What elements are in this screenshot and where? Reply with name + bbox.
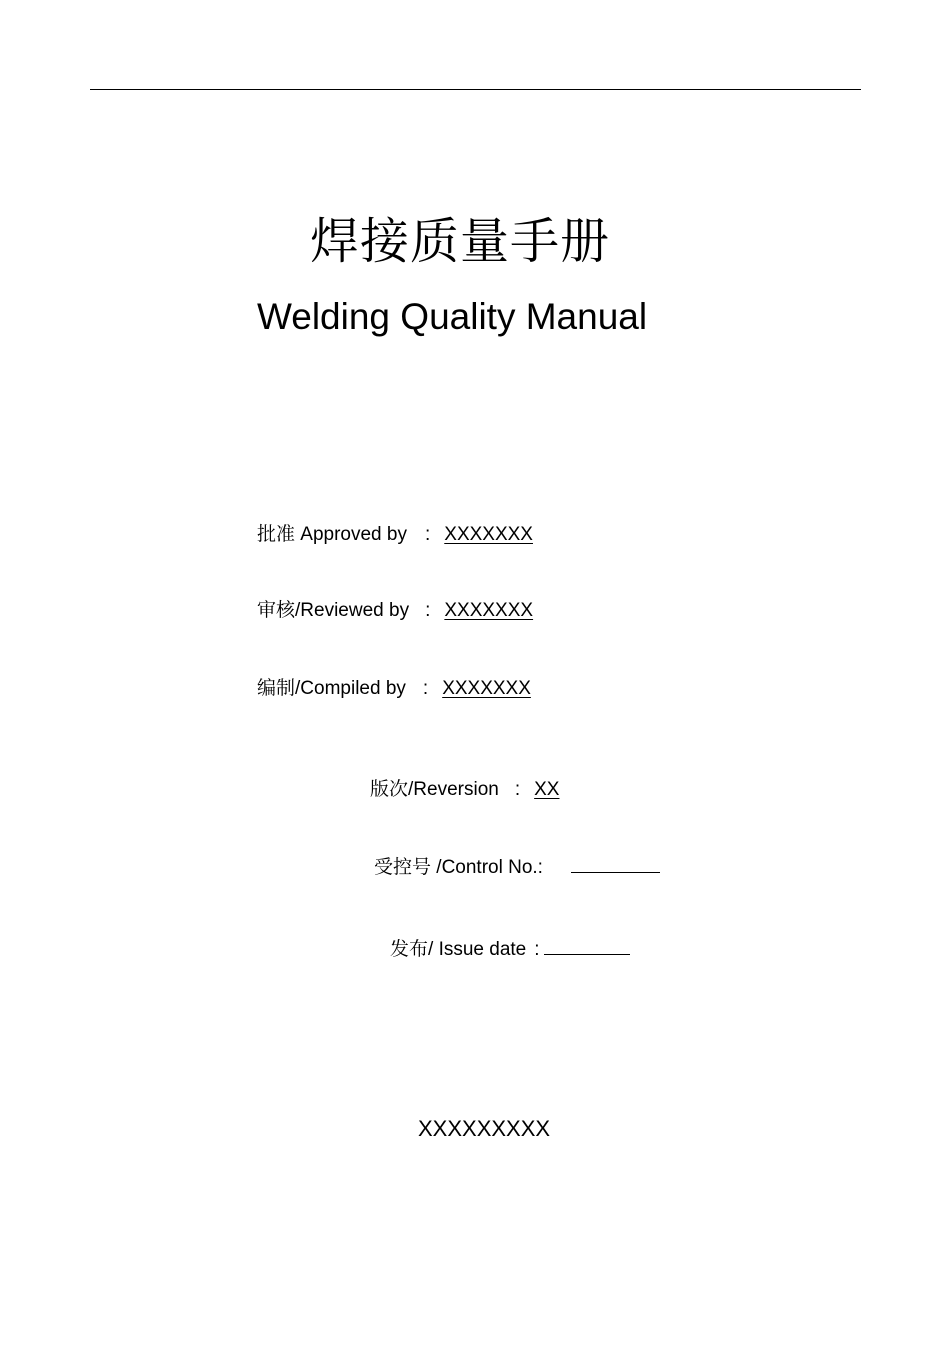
issue-date-row	[390, 936, 630, 963]
compiled-by-label-cn: 编制	[257, 677, 296, 699]
reviewed-by-row	[257, 597, 533, 624]
compiled-by-colon: :	[422, 678, 429, 699]
issue-date-blank	[544, 938, 630, 955]
reviewed-by-colon: :	[425, 600, 431, 621]
compiled-by-value: XXXXXXX	[442, 678, 531, 699]
title-english: Welding Quality Manual	[257, 296, 648, 337]
approved-by-value: XXXXXXX	[444, 524, 533, 545]
issue-date-colon: :	[534, 939, 540, 960]
approved-by-label-cn: 批准	[257, 523, 296, 545]
compiled-by-row	[257, 675, 531, 702]
control-no-blank	[571, 856, 660, 873]
issue-date-label-en: / Issue date	[428, 939, 527, 960]
control-no-label-cn: 受控号	[374, 856, 432, 878]
issue-date-label-cn: 发布	[390, 938, 429, 960]
reviewed-by-label-cn: 审核	[257, 599, 296, 621]
approved-by-row	[257, 521, 533, 548]
control-no-row	[374, 854, 660, 881]
reviewed-by-label-en: /Reviewed by	[295, 600, 410, 621]
revision-row	[370, 776, 559, 803]
control-no-label-en: /Control No.:	[431, 857, 543, 878]
revision-colon: :	[514, 779, 521, 800]
revision-value: XX	[534, 779, 560, 800]
revision-label-cn: 版次	[370, 778, 409, 800]
title-chinese: 焊接质量手册	[309, 213, 610, 270]
header-rule	[90, 89, 861, 90]
approved-by-label-en: Approved by	[295, 524, 407, 545]
approved-by-colon: :	[424, 524, 431, 545]
reviewed-by-value: XXXXXXX	[444, 600, 534, 621]
revision-label-en: /Reversion	[408, 779, 499, 800]
company-name: XXXXXXXXX	[418, 1116, 551, 1141]
compiled-by-label-en: /Compiled by	[295, 678, 406, 699]
